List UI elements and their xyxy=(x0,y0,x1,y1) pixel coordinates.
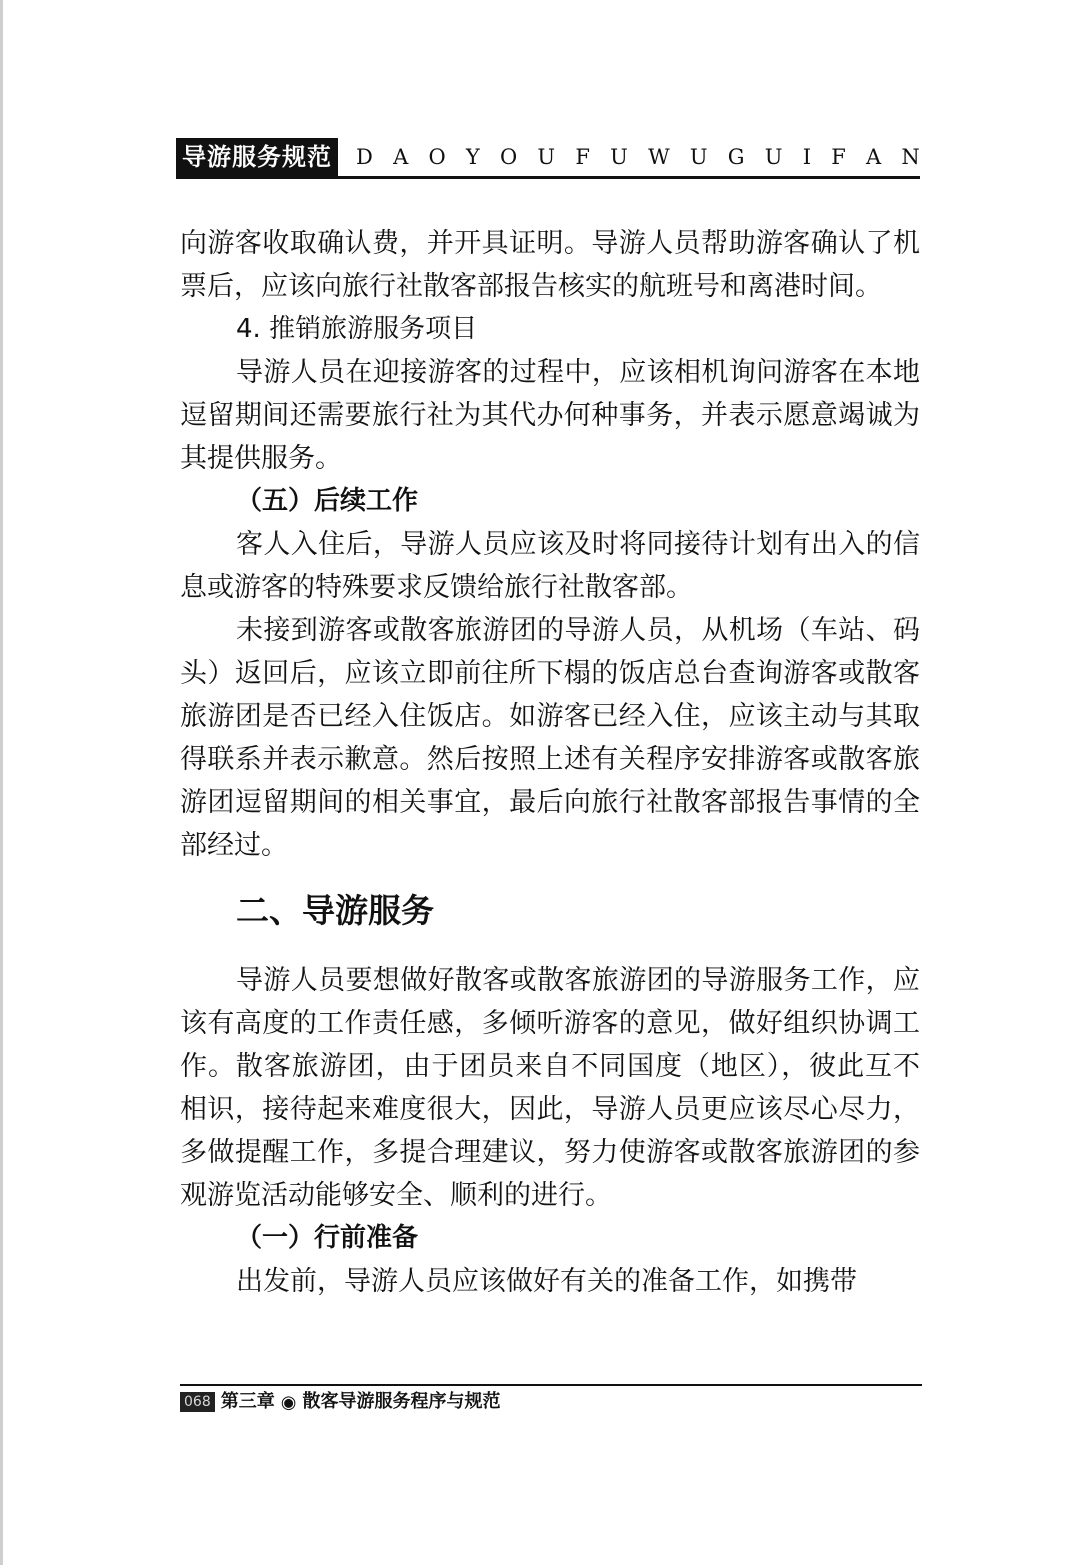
paragraph-missed-guests: 未接到游客或散客旅游团的导游人员，从机场（车站、码头）返回后，应该立即前往所下榻的饭店总台查询游客或散客旅游团是否已经入住饭店。如游客已经入住，应该主动与其取得联系并表示歉意。然后按照上述有关程序安排游客或散客旅游团逗留期间的相关事宜，最后向旅行社散客部报告事情的全部经过。 xyxy=(180,615,920,861)
bullet-icon: ◉ xyxy=(280,1391,297,1413)
pinyin-letter: G xyxy=(727,145,745,169)
item-heading-promote-services: 4. 推销旅游服务项目 xyxy=(236,314,478,344)
pinyin-letter: U xyxy=(610,145,628,169)
chapter-number: 第三章 xyxy=(220,1391,275,1412)
pinyin-letter: W xyxy=(648,145,670,169)
running-footer xyxy=(180,1390,500,1414)
paragraph-preparation: 出发前，导游人员应该做好有关的准备工作，如携带 xyxy=(236,1266,857,1297)
page-body xyxy=(180,222,920,1303)
pinyin-letter: U xyxy=(764,145,783,169)
chapter-title: 散客导游服务程序与规范 xyxy=(302,1391,501,1412)
pinyin-letter: A xyxy=(866,145,882,169)
header-rule xyxy=(176,176,920,179)
paragraph-after-checkin: 客人入住后，导游人员应该及时将同接待计划有出入的信息或游客的特殊要求反馈给旅行社散客部。 xyxy=(180,529,920,603)
pinyin-letter: U xyxy=(689,145,708,169)
pinyin-letter: F xyxy=(575,145,590,169)
running-header xyxy=(176,138,920,178)
pinyin-letter: Y xyxy=(465,145,480,169)
paragraph-guide-service: 导游人员要想做好散客或散客旅游团的导游服务工作，应该有高度的工作责任感，多倾听游客的意见，做好组织协调工作。散客旅游团，由于团员来自不同国度（地区），彼此互不相识，接待起来难度很大，因此，导游人员更应该尽心尽力，多做提醒工作，多提合理建议，努力使游客或散客旅游团的参观游览活动能够安全、顺利的进行。 xyxy=(180,965,920,1211)
pinyin-letter: O xyxy=(428,145,446,169)
subsection-heading-preparation: （一）行前准备 xyxy=(236,1223,419,1253)
pinyin-letter: I xyxy=(802,145,812,169)
page-number: 068 xyxy=(180,1392,215,1412)
paragraph-promote-services: 导游人员在迎接游客的过程中，应该相机询问游客在本地逗留期间还需要旅行社为其代办何种事务，并表示愿意竭诚为其提供服务。 xyxy=(180,357,920,474)
subsection-heading-follow-up: （五）后续工作 xyxy=(236,486,419,516)
book-title-pinyin xyxy=(352,138,920,176)
paragraph-confirmation-fee: 向游客收取确认费，并开具证明。导游人员帮助游客确认了机票后，应该向旅行社散客部报告核实的航班号和离港时间。 xyxy=(180,228,920,302)
pinyin-letter: O xyxy=(499,145,518,169)
book-title: 导游服务规范 xyxy=(176,138,338,176)
section-heading-guide-service: 二、导游服务 xyxy=(236,891,434,930)
pinyin-letter: F xyxy=(831,145,846,169)
pinyin-letter: U xyxy=(537,145,556,169)
pinyin-letter: D xyxy=(356,145,373,169)
footer-rule xyxy=(180,1384,922,1386)
pinyin-letter: N xyxy=(901,145,920,169)
pinyin-letter: A xyxy=(393,145,409,169)
page-edge xyxy=(0,0,3,1565)
